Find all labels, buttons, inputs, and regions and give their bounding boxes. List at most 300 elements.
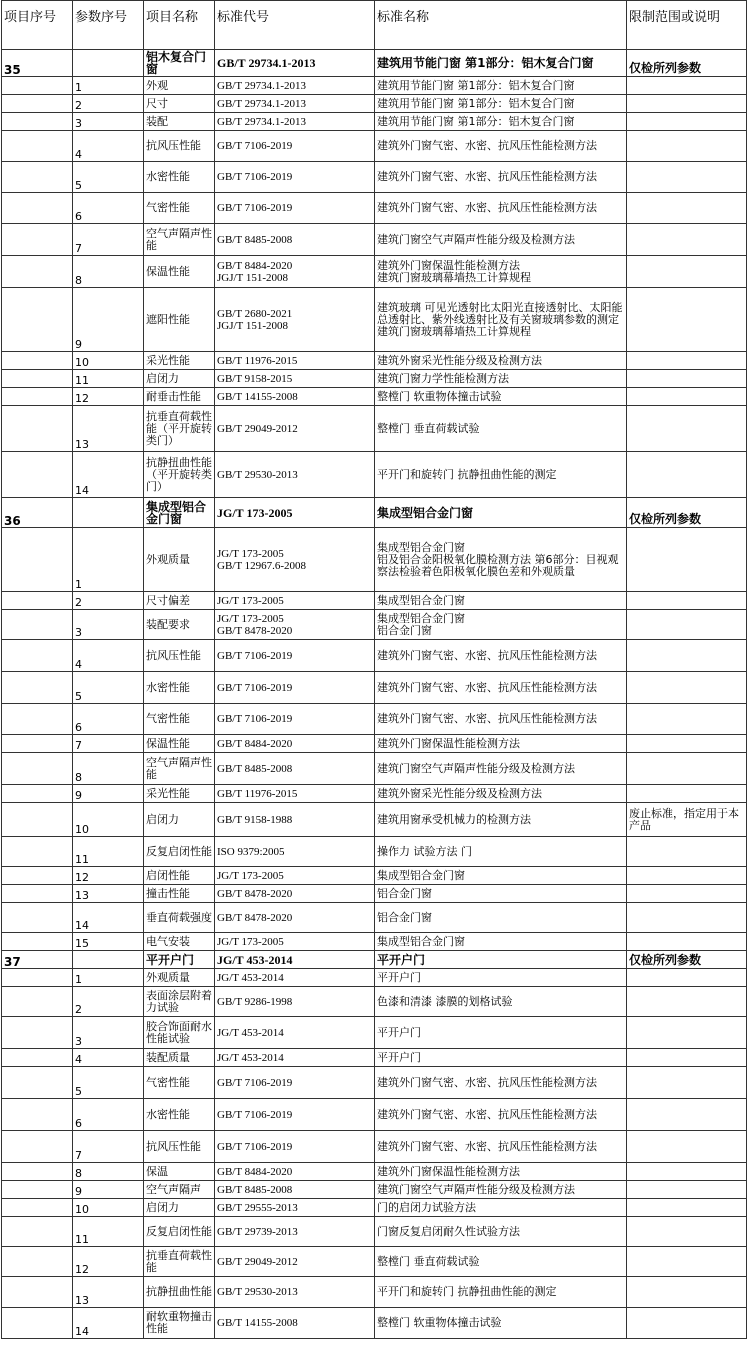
table-row [2, 592, 747, 610]
table-row [2, 1099, 747, 1131]
param-no-cell: 7 [73, 224, 144, 256]
header-project-no: 项目序号 [2, 1, 73, 50]
scope-note-cell [627, 224, 747, 256]
param-no-cell: 2 [73, 987, 144, 1017]
standard-name-cell: 门窗反复启闭耐久性试验方法 [375, 1217, 627, 1247]
standard-name-cell: 建筑门窗力学性能检测方法 [375, 370, 627, 388]
scope-note-cell [627, 753, 747, 785]
standard-code-cell: GB/T 9158-2015 [215, 370, 375, 388]
param-no-cell: 15 [73, 933, 144, 951]
project-name-cell: 外观质量 [144, 969, 215, 987]
scope-note-cell [627, 1308, 747, 1339]
project-no-cell [2, 903, 73, 933]
project-name-cell: 采光性能 [144, 352, 215, 370]
table-row [2, 288, 747, 352]
param-no-cell: 5 [73, 1067, 144, 1099]
scope-note-cell [627, 1017, 747, 1049]
scope-note-cell [627, 193, 747, 224]
scope-note-cell [627, 528, 747, 592]
project-no-cell [2, 1247, 73, 1277]
project-name-cell: 反复启闭性能 [144, 837, 215, 867]
standard-name-cell: 整樘门 垂直荷载试验 [375, 1247, 627, 1277]
scope-note-cell [627, 969, 747, 987]
standard-name-cell: 建筑外门窗保温性能检测方法 [375, 735, 627, 753]
table-row [2, 735, 747, 753]
group-row [2, 951, 747, 969]
project-name-cell: 启闭力 [144, 1199, 215, 1217]
project-name-cell: 外观 [144, 77, 215, 95]
param-no-cell: 3 [73, 1017, 144, 1049]
project-no-cell [2, 933, 73, 951]
group-row [2, 50, 747, 77]
scope-note-cell [627, 1163, 747, 1181]
project-name-cell: 启闭力 [144, 803, 215, 837]
scope-note-cell [627, 837, 747, 867]
standard-name-cell: 建筑外窗采光性能分级及检测方法 [375, 785, 627, 803]
header-param-no: 参数序号 [73, 1, 144, 50]
standard-code-cell: GB/T 29530-2013 [215, 452, 375, 498]
param-no-cell: 9 [73, 1181, 144, 1199]
project-name-cell: 水密性能 [144, 672, 215, 704]
param-no-cell: 9 [73, 785, 144, 803]
project-no-cell [2, 131, 73, 162]
param-no-cell: 1 [73, 528, 144, 592]
standard-name-cell: 平开户门 [375, 951, 627, 969]
table-row [2, 803, 747, 837]
param-no-cell: 14 [73, 1308, 144, 1339]
standard-name-cell: 建筑外门窗气密、水密、抗风压性能检测方法 [375, 162, 627, 193]
project-name-cell: 空气声隔声性能 [144, 224, 215, 256]
standard-code-cell: GB/T 7106-2019 [215, 162, 375, 193]
param-no-cell: 9 [73, 288, 144, 352]
table-row [2, 1199, 747, 1217]
project-no-cell [2, 1277, 73, 1308]
table-row [2, 610, 747, 640]
standard-code-cell: GB/T 8484-2020 [215, 1163, 375, 1181]
project-no-cell [2, 352, 73, 370]
project-no-cell [2, 803, 73, 837]
project-name-cell: 外观质量 [144, 528, 215, 592]
scope-note-cell [627, 672, 747, 704]
standard-name-cell: 建筑门窗空气声隔声性能分级及检测方法 [375, 1181, 627, 1199]
project-no-cell [2, 1131, 73, 1163]
param-no-cell: 7 [73, 1131, 144, 1163]
param-no-cell: 4 [73, 131, 144, 162]
standard-name-cell: 建筑外门窗气密、水密、抗风压性能检测方法 [375, 640, 627, 672]
standard-code-cell: GB/T 29530-2013 [215, 1277, 375, 1308]
project-no-cell [2, 224, 73, 256]
standard-code-cell: GB/T 29049-2012 [215, 406, 375, 452]
standard-code-cell: GB/T 7106-2019 [215, 1067, 375, 1099]
project-name-cell: 保温性能 [144, 735, 215, 753]
scope-note-cell [627, 785, 747, 803]
project-no-cell [2, 1099, 73, 1131]
project-name-cell: 抗风压性能 [144, 640, 215, 672]
group-row [2, 498, 747, 528]
standard-code-cell: GB/T 7106-2019 [215, 1099, 375, 1131]
scope-note-cell [627, 1199, 747, 1217]
header-scope-note: 限制范围或说明 [627, 1, 747, 50]
param-no-cell: 13 [73, 406, 144, 452]
standard-name-cell: 铝合金门窗 [375, 885, 627, 903]
param-no-cell: 8 [73, 753, 144, 785]
scope-note-cell [627, 933, 747, 951]
scope-note-cell [627, 640, 747, 672]
standard-code-cell: GB/T 7106-2019 [215, 193, 375, 224]
table-row [2, 1277, 747, 1308]
scope-note-cell: 仅检所列参数 [627, 50, 747, 77]
scope-note-cell [627, 406, 747, 452]
scope-note-cell: 仅检所列参数 [627, 951, 747, 969]
param-no-cell: 11 [73, 370, 144, 388]
project-name-cell: 抗风压性能 [144, 1131, 215, 1163]
standard-code-cell: JG/T 173-2005 [215, 592, 375, 610]
project-no-cell [2, 610, 73, 640]
header-standard-name: 标准名称 [375, 1, 627, 50]
scope-note-cell [627, 1181, 747, 1199]
param-no-cell [73, 498, 144, 528]
standard-name-cell: 建筑外门窗气密、水密、抗风压性能检测方法 [375, 1099, 627, 1131]
project-name-cell: 尺寸 [144, 95, 215, 113]
table-row [2, 1181, 747, 1199]
param-no-cell: 8 [73, 1163, 144, 1181]
project-name-cell: 垂直荷载强度 [144, 903, 215, 933]
project-name-cell: 铝木复合门窗 [144, 50, 215, 77]
param-no-cell: 10 [73, 352, 144, 370]
standard-name-cell: 建筑外门窗保温性能检测方法 [375, 1163, 627, 1181]
scope-note-cell [627, 77, 747, 95]
table-row [2, 785, 747, 803]
project-no-cell [2, 452, 73, 498]
scope-note-cell [627, 388, 747, 406]
table-row [2, 672, 747, 704]
project-no-cell [2, 406, 73, 452]
standard-name-cell: 建筑门窗空气声隔声性能分级及检测方法 [375, 224, 627, 256]
project-no-cell: 36 [2, 498, 73, 528]
project-no-cell [2, 193, 73, 224]
project-name-cell: 胶合饰面耐水性能试验 [144, 1017, 215, 1049]
standard-code-cell: GB/T 8485-2008 [215, 1181, 375, 1199]
scope-note-cell [627, 370, 747, 388]
table-row [2, 1049, 747, 1067]
table-row [2, 885, 747, 903]
scope-note-cell: 仅检所列参数 [627, 498, 747, 528]
header-standard-code: 标准代号 [215, 1, 375, 50]
project-no-cell [2, 969, 73, 987]
project-name-cell: 装配要求 [144, 610, 215, 640]
standard-code-cell: GB/T 7106-2019 [215, 704, 375, 735]
standard-name-cell: 建筑外门窗气密、水密、抗风压性能检测方法 [375, 1067, 627, 1099]
project-no-cell [2, 672, 73, 704]
standard-name-cell: 建筑外门窗气密、水密、抗风压性能检测方法 [375, 131, 627, 162]
standard-name-cell: 整樘门 软重物体撞击试验 [375, 388, 627, 406]
standard-code-cell: GB/T 8478-2020 [215, 903, 375, 933]
project-name-cell: 集成型铝合金门窗 [144, 498, 215, 528]
project-no-cell [2, 1181, 73, 1199]
scope-note-cell [627, 256, 747, 288]
project-no-cell [2, 592, 73, 610]
param-no-cell: 12 [73, 1247, 144, 1277]
param-no-cell: 11 [73, 1217, 144, 1247]
table-row [2, 837, 747, 867]
project-no-cell [2, 785, 73, 803]
standard-name-cell: 建筑用节能门窗 第1部分：铝木复合门窗 [375, 50, 627, 77]
project-name-cell: 表面涂层附着力试验 [144, 987, 215, 1017]
table-row [2, 903, 747, 933]
standard-code-cell: JG/T 453-2014 [215, 1049, 375, 1067]
project-no-cell [2, 95, 73, 113]
table-row [2, 640, 747, 672]
table-row [2, 969, 747, 987]
project-name-cell: 水密性能 [144, 162, 215, 193]
standard-name-cell: 整樘门 软重物体撞击试验 [375, 1308, 627, 1339]
table-row [2, 1308, 747, 1339]
standard-name-cell: 集成型铝合金门窗 铝合金门窗 [375, 610, 627, 640]
project-no-cell [2, 753, 73, 785]
standard-code-cell: GB/T 29734.1-2013 [215, 95, 375, 113]
project-name-cell: 保温 [144, 1163, 215, 1181]
scope-note-cell [627, 592, 747, 610]
param-no-cell: 2 [73, 592, 144, 610]
standard-name-cell: 集成型铝合金门窗 [375, 592, 627, 610]
project-no-cell: 35 [2, 50, 73, 77]
param-no-cell: 3 [73, 113, 144, 131]
project-no-cell: 37 [2, 951, 73, 969]
project-name-cell: 水密性能 [144, 1099, 215, 1131]
project-name-cell: 气密性能 [144, 193, 215, 224]
project-no-cell [2, 867, 73, 885]
table-row [2, 256, 747, 288]
table-row [2, 77, 747, 95]
param-no-cell: 4 [73, 640, 144, 672]
param-no-cell: 6 [73, 1099, 144, 1131]
standard-name-cell: 建筑外门窗气密、水密、抗风压性能检测方法 [375, 672, 627, 704]
project-no-cell [2, 288, 73, 352]
project-name-cell: 保温性能 [144, 256, 215, 288]
param-no-cell [73, 50, 144, 77]
project-name-cell: 平开户门 [144, 951, 215, 969]
project-no-cell [2, 987, 73, 1017]
project-name-cell: 采光性能 [144, 785, 215, 803]
project-no-cell [2, 77, 73, 95]
standard-code-cell: GB/T 9158-1988 [215, 803, 375, 837]
standard-name-cell: 建筑用节能门窗 第1部分：铝木复合门窗 [375, 113, 627, 131]
param-no-cell: 8 [73, 256, 144, 288]
standard-code-cell: JG/T 453-2014 [215, 969, 375, 987]
standard-code-cell: JG/T 173-2005 [215, 933, 375, 951]
project-name-cell: 电气安装 [144, 933, 215, 951]
standard-name-cell: 建筑外窗采光性能分级及检测方法 [375, 352, 627, 370]
scope-note-cell [627, 162, 747, 193]
standard-name-cell: 平开门和旋转门 抗静扭曲性能的测定 [375, 452, 627, 498]
scope-note-cell [627, 704, 747, 735]
project-name-cell: 装配质量 [144, 1049, 215, 1067]
project-no-cell [2, 162, 73, 193]
param-no-cell: 4 [73, 1049, 144, 1067]
table-row [2, 370, 747, 388]
standard-name-cell: 集成型铝合金门窗 [375, 867, 627, 885]
scope-note-cell [627, 610, 747, 640]
standard-code-cell: GB/T 7106-2019 [215, 131, 375, 162]
project-name-cell: 耐软重物撞击性能 [144, 1308, 215, 1339]
standard-code-cell: GB/T 14155-2008 [215, 388, 375, 406]
standard-name-cell: 建筑门窗空气声隔声性能分级及检测方法 [375, 753, 627, 785]
scope-note-cell [627, 987, 747, 1017]
project-name-cell: 气密性能 [144, 1067, 215, 1099]
standard-name-cell: 建筑外门窗气密、水密、抗风压性能检测方法 [375, 704, 627, 735]
param-no-cell: 14 [73, 452, 144, 498]
table-row [2, 224, 747, 256]
table-row [2, 113, 747, 131]
project-name-cell: 空气声隔声性能 [144, 753, 215, 785]
project-name-cell: 抗风压性能 [144, 131, 215, 162]
standard-name-cell: 平开户门 [375, 1017, 627, 1049]
project-no-cell [2, 837, 73, 867]
standard-code-cell: GB/T 14155-2008 [215, 1308, 375, 1339]
standard-name-cell: 平开门和旋转门 抗静扭曲性能的测定 [375, 1277, 627, 1308]
table-row [2, 1163, 747, 1181]
standard-name-cell: 建筑用节能门窗 第1部分：铝木复合门窗 [375, 77, 627, 95]
project-name-cell: 气密性能 [144, 704, 215, 735]
standards-table [1, 0, 747, 1339]
standard-code-cell: GB/T 11976-2015 [215, 785, 375, 803]
standard-code-cell: GB/T 8478-2020 [215, 885, 375, 903]
param-no-cell: 1 [73, 77, 144, 95]
param-no-cell: 5 [73, 672, 144, 704]
table-row [2, 452, 747, 498]
table-row [2, 162, 747, 193]
standard-code-cell: JG/T 453-2014 [215, 1017, 375, 1049]
project-name-cell: 启闭性能 [144, 867, 215, 885]
project-no-cell [2, 388, 73, 406]
param-no-cell: 10 [73, 1199, 144, 1217]
scope-note-cell [627, 113, 747, 131]
standard-name-cell: 色漆和清漆 漆膜的划格试验 [375, 987, 627, 1017]
standard-code-cell: GB/T 29555-2013 [215, 1199, 375, 1217]
standard-code-cell: GB/T 8485-2008 [215, 753, 375, 785]
param-no-cell: 12 [73, 388, 144, 406]
scope-note-cell [627, 452, 747, 498]
param-no-cell: 1 [73, 969, 144, 987]
project-name-cell: 撞击性能 [144, 885, 215, 903]
header-row [2, 1, 747, 50]
table-row [2, 987, 747, 1017]
table-row [2, 193, 747, 224]
table-row [2, 1217, 747, 1247]
standard-code-cell: JG/T 173-2005 GB/T 8478-2020 [215, 610, 375, 640]
table-body [2, 50, 747, 1339]
param-no-cell: 12 [73, 867, 144, 885]
standard-name-cell: 集成型铝合金门窗 铝及铝合金阳极氧化膜检测方法 第6部分：目视观察法检验着色阳极氧化膜色差和外观质量 [375, 528, 627, 592]
standard-code-cell: GB/T 7106-2019 [215, 640, 375, 672]
project-no-cell [2, 1308, 73, 1339]
scope-note-cell [627, 735, 747, 753]
project-name-cell: 耐垂击性能 [144, 388, 215, 406]
scope-note-cell [627, 1247, 747, 1277]
project-no-cell [2, 885, 73, 903]
standard-code-cell: GB/T 8484-2020 [215, 735, 375, 753]
standard-name-cell: 建筑外门窗气密、水密、抗风压性能检测方法 [375, 193, 627, 224]
scope-note-cell [627, 1049, 747, 1067]
standard-code-cell: JG/T 173-2005 GB/T 12967.6-2008 [215, 528, 375, 592]
standard-name-cell: 集成型铝合金门窗 [375, 498, 627, 528]
project-no-cell [2, 256, 73, 288]
table-row [2, 933, 747, 951]
scope-note-cell [627, 1099, 747, 1131]
project-no-cell [2, 735, 73, 753]
standard-code-cell: GB/T 7106-2019 [215, 672, 375, 704]
project-no-cell [2, 1163, 73, 1181]
standard-code-cell: GB/T 29734.1-2013 [215, 50, 375, 77]
standard-code-cell: GB/T 7106-2019 [215, 1131, 375, 1163]
standard-code-cell: GB/T 29049-2012 [215, 1247, 375, 1277]
table-row [2, 1017, 747, 1049]
project-no-cell [2, 1017, 73, 1049]
project-name-cell: 抗垂直荷载性能 [144, 1247, 215, 1277]
project-no-cell [2, 1049, 73, 1067]
project-name-cell: 抗静扭曲性能（平开旋转类门） [144, 452, 215, 498]
standard-name-cell: 建筑用窗承受机械力的检测方法 [375, 803, 627, 837]
scope-note-cell [627, 288, 747, 352]
standard-code-cell: GB/T 9286-1998 [215, 987, 375, 1017]
scope-note-cell [627, 1217, 747, 1247]
standard-code-cell: GB/T 29734.1-2013 [215, 77, 375, 95]
standard-name-cell: 平开户门 [375, 969, 627, 987]
standard-name-cell: 整樘门 垂直荷载试验 [375, 406, 627, 452]
scope-note-cell [627, 131, 747, 162]
standard-name-cell: 建筑外门窗保温性能检测方法 建筑门窗玻璃幕墙热工计算规程 [375, 256, 627, 288]
project-name-cell: 抗垂直荷载性能（平开旋转类门） [144, 406, 215, 452]
param-no-cell: 14 [73, 903, 144, 933]
standard-name-cell: 集成型铝合金门窗 [375, 933, 627, 951]
table-row [2, 753, 747, 785]
param-no-cell: 11 [73, 837, 144, 867]
standard-code-cell: JG/T 173-2005 [215, 867, 375, 885]
standard-code-cell: GB/T 29739-2013 [215, 1217, 375, 1247]
scope-note-cell [627, 1067, 747, 1099]
table-row [2, 528, 747, 592]
table-row [2, 867, 747, 885]
project-no-cell [2, 528, 73, 592]
param-no-cell [73, 951, 144, 969]
param-no-cell: 10 [73, 803, 144, 837]
table-row [2, 1131, 747, 1163]
project-name-cell: 遮阳性能 [144, 288, 215, 352]
table-row [2, 406, 747, 452]
standard-code-cell: GB/T 29734.1-2013 [215, 113, 375, 131]
scope-note-cell: 废止标准，指定用于本产品 [627, 803, 747, 837]
header-project-name: 项目名称 [144, 1, 215, 50]
project-name-cell: 尺寸偏差 [144, 592, 215, 610]
scope-note-cell [627, 903, 747, 933]
scope-note-cell [627, 867, 747, 885]
project-name-cell: 反复启闭性能 [144, 1217, 215, 1247]
scope-note-cell [627, 352, 747, 370]
standard-code-cell: JG/T 173-2005 [215, 498, 375, 528]
standard-name-cell: 平开户门 [375, 1049, 627, 1067]
param-no-cell: 13 [73, 885, 144, 903]
standard-code-cell: GB/T 8484-2020 JGJ/T 151-2008 [215, 256, 375, 288]
project-no-cell [2, 1199, 73, 1217]
table-row [2, 1247, 747, 1277]
project-name-cell: 空气声隔声 [144, 1181, 215, 1199]
standard-code-cell: JG/T 453-2014 [215, 951, 375, 969]
standard-name-cell: 操作力 试验方法 门 [375, 837, 627, 867]
scope-note-cell [627, 95, 747, 113]
table-row [2, 352, 747, 370]
standard-code-cell: GB/T 11976-2015 [215, 352, 375, 370]
param-no-cell: 6 [73, 193, 144, 224]
